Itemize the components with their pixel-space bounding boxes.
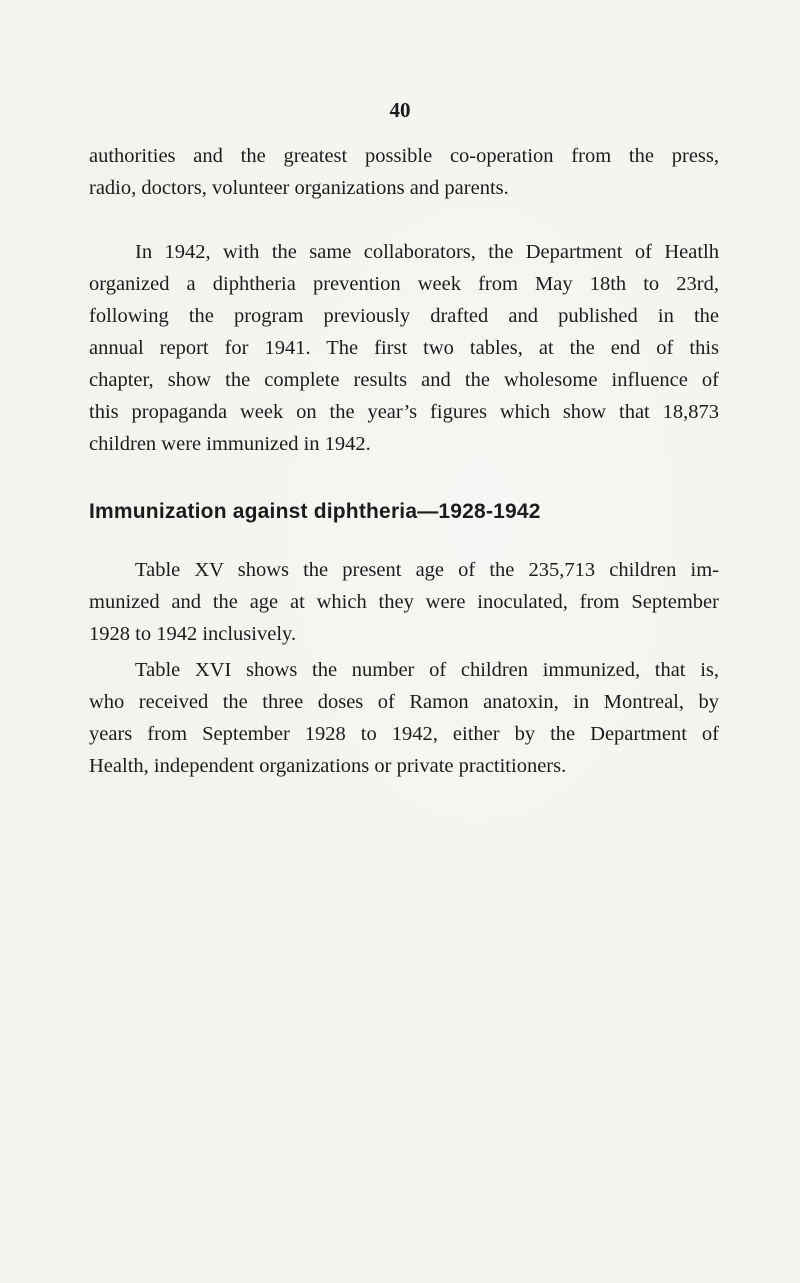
paragraph-line: annual report for 1941. The first two tables, at the end of this [89, 337, 719, 359]
paragraph-line: munized and the age at which they were inoculated, from September [89, 591, 719, 613]
paragraph-3 [89, 554, 719, 650]
paragraph-line: children were immunized in 1942. [89, 433, 371, 455]
paragraph-2 [89, 236, 719, 460]
paragraph-line: In 1942, with the same collaborators, the Department of Heatlh [135, 241, 719, 263]
paragraph-4 [89, 654, 719, 782]
paragraph-line: Table XV shows the present age of the 235,713 children im- [135, 559, 719, 581]
paragraph-line: who received the three doses of Ramon anatoxin, in Montreal, by [89, 691, 719, 713]
paragraph-line: authorities and the greatest possible co-operation from the press, [89, 145, 719, 167]
paragraph-line: years from September 1928 to 1942, either by the Department of [89, 723, 719, 745]
paragraph-line: this propaganda week on the year’s figures which show that 18,873 [89, 401, 719, 423]
paragraph-line: chapter, show the complete results and the wholesome influence of [89, 369, 719, 391]
paragraph-line: 1928 to 1942 inclusively. [89, 623, 297, 645]
page-number: 40 [389, 98, 411, 122]
paragraph-line: organized a diphtheria prevention week from May 18th to 23rd, [89, 273, 719, 295]
paragraph-1 [89, 140, 719, 204]
paragraph-line: Table XVI shows the number of children immunized, that is, [135, 659, 719, 681]
paragraph-line: radio, doctors, volunteer organizations and parents. [89, 177, 509, 199]
section-heading: Immunization against diphtheria—1928-1942 [89, 500, 541, 523]
paragraph-line: Health, independent organizations or private practitioners. [89, 755, 567, 777]
paragraph-line: following the program previously drafted and published in the [89, 305, 719, 327]
